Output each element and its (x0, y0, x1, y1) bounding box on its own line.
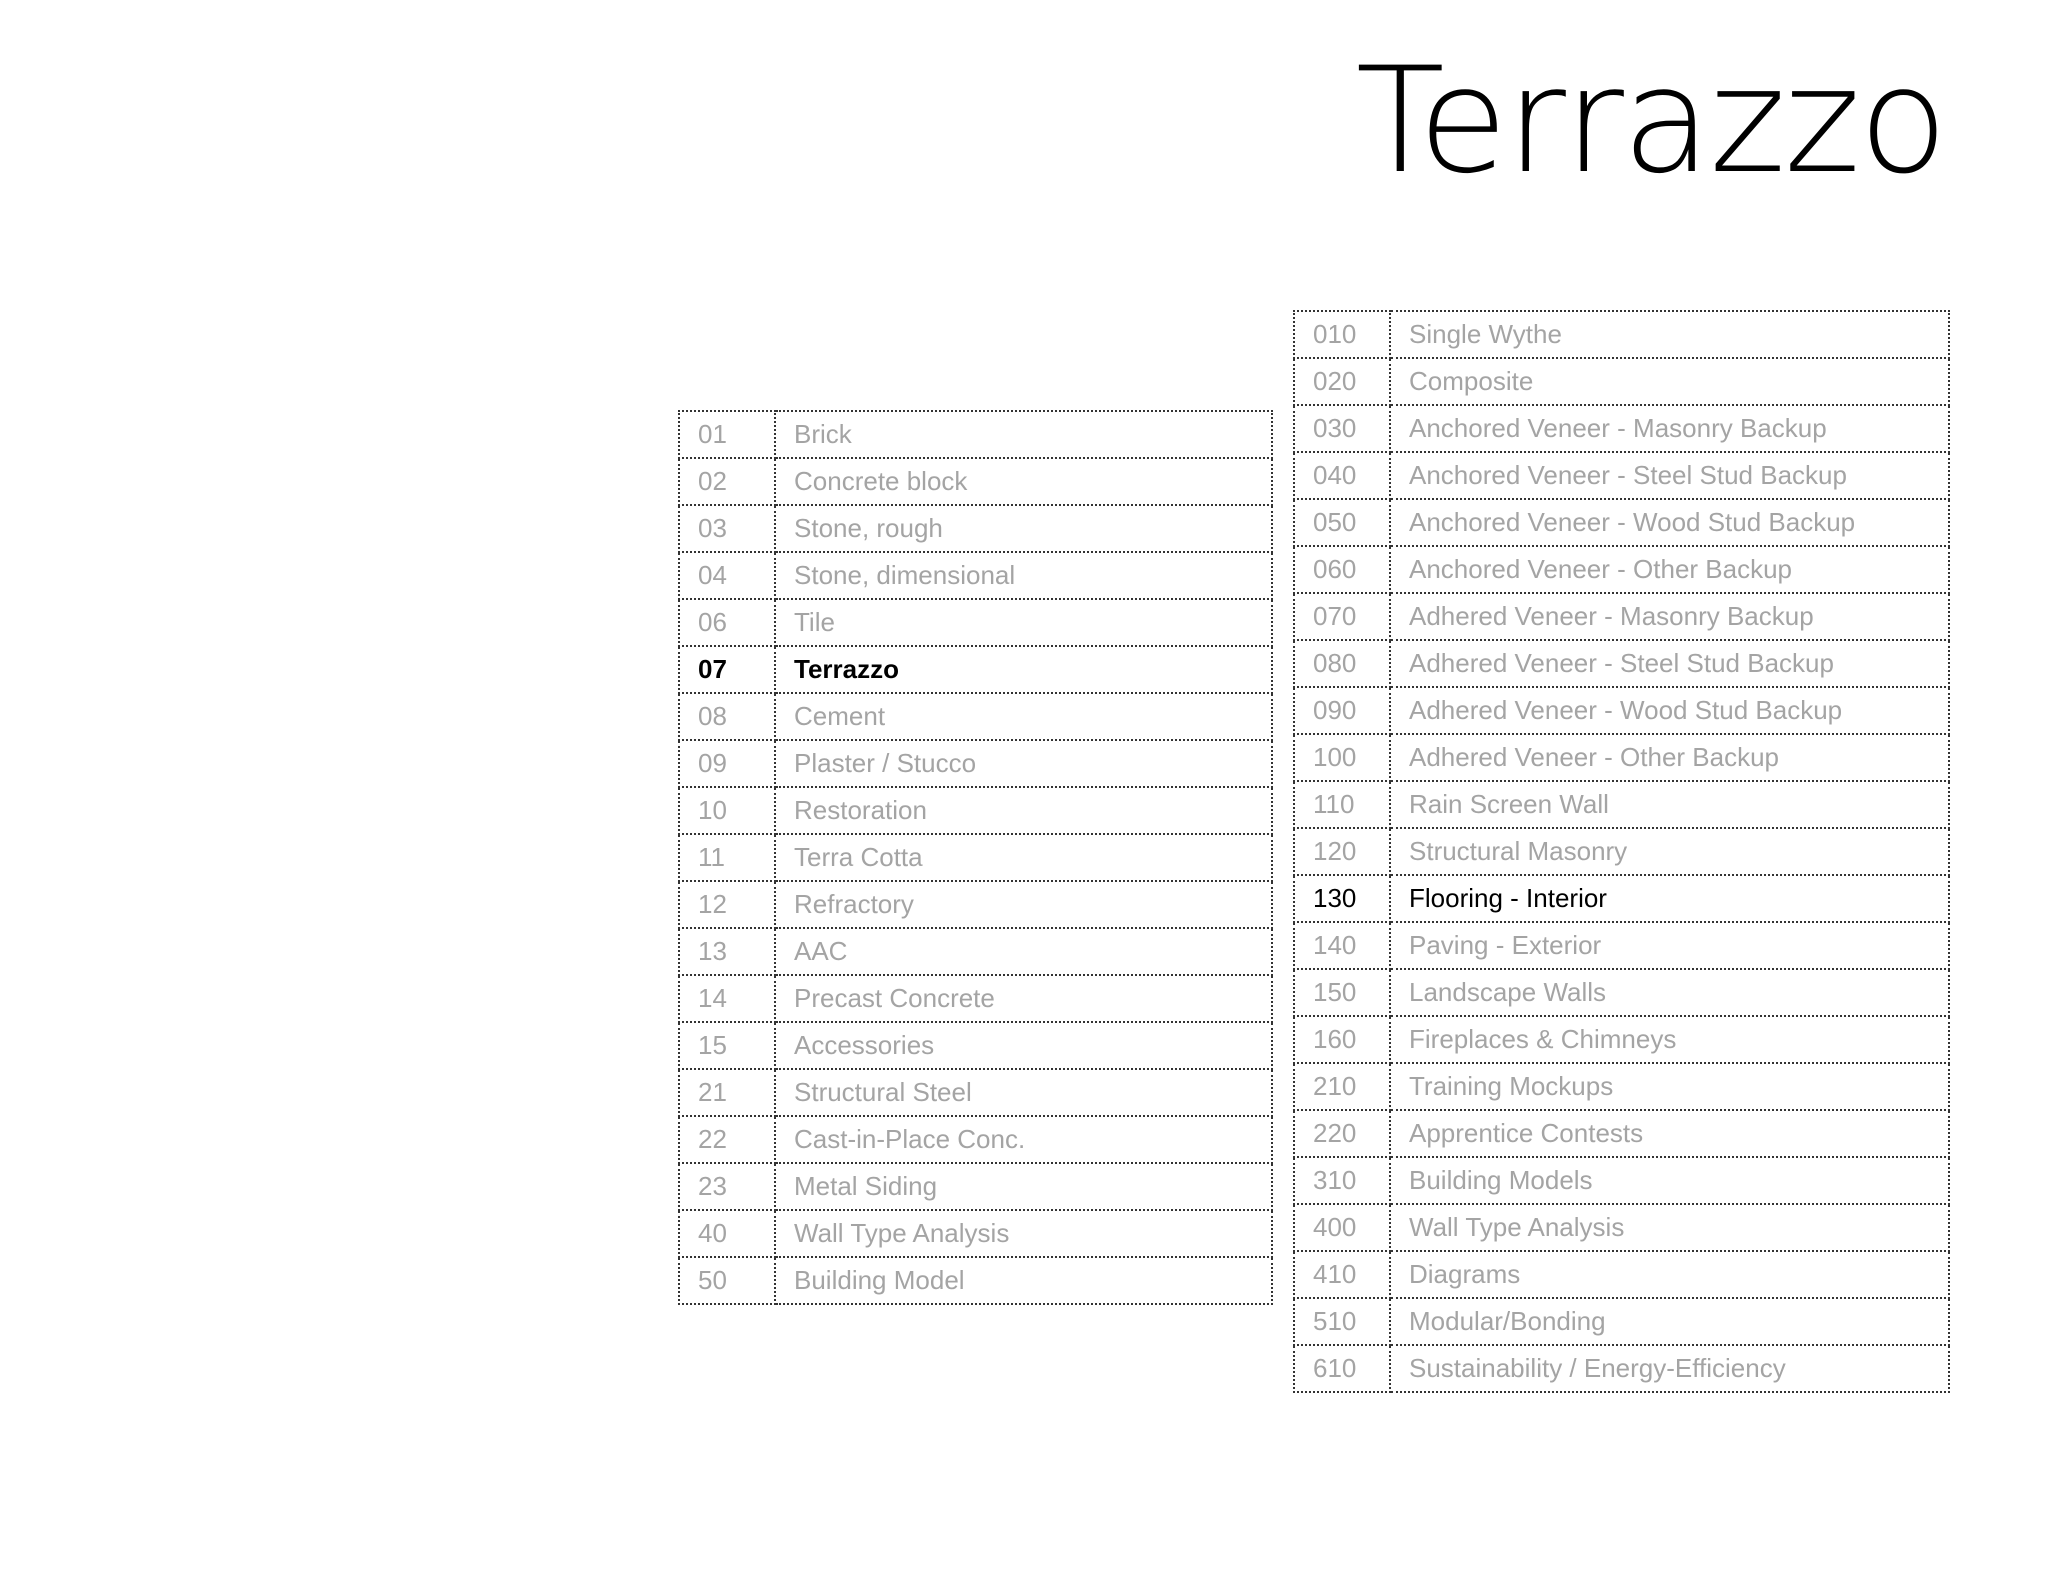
subcategory-row[interactable] (1294, 781, 1949, 828)
subcategory-row-label: Landscape Walls (1390, 969, 1949, 1016)
category-row-label: Terrazzo (775, 646, 1272, 693)
category-row-code: 23 (679, 1163, 775, 1210)
subcategory-row[interactable] (1294, 828, 1949, 875)
category-row[interactable] (679, 975, 1272, 1022)
subcategory-row[interactable] (1294, 499, 1949, 546)
subcategory-row-code: 400 (1294, 1204, 1390, 1251)
subcategory-row-label: Building Models (1390, 1157, 1949, 1204)
category-row[interactable] (679, 740, 1272, 787)
subcategory-row[interactable] (1294, 1204, 1949, 1251)
subcategory-row[interactable] (1294, 452, 1949, 499)
subcategory-row-label: Anchored Veneer - Steel Stud Backup (1390, 452, 1949, 499)
subcategory-row-code: 210 (1294, 1063, 1390, 1110)
subcategory-row[interactable] (1294, 358, 1949, 405)
category-row-code: 09 (679, 740, 775, 787)
subcategory-row[interactable] (1294, 922, 1949, 969)
category-row-code: 40 (679, 1210, 775, 1257)
category-row[interactable] (679, 599, 1272, 646)
subcategory-row-code: 160 (1294, 1016, 1390, 1063)
category-row[interactable] (679, 928, 1272, 975)
subcategory-row-label: Composite (1390, 358, 1949, 405)
subcategory-row[interactable] (1294, 405, 1949, 452)
subcategory-row-code: 610 (1294, 1345, 1390, 1392)
category-row-code: 11 (679, 834, 775, 881)
subcategory-row-code: 220 (1294, 1110, 1390, 1157)
subcategory-row[interactable] (1294, 1298, 1949, 1345)
category-row-label: Stone, dimensional (775, 552, 1272, 599)
category-row-label: Tile (775, 599, 1272, 646)
subcategory-row-label: Single Wythe (1390, 311, 1949, 358)
subcategory-row-code: 040 (1294, 452, 1390, 499)
category-row[interactable] (679, 1257, 1272, 1304)
subcategory-row-label: Anchored Veneer - Masonry Backup (1390, 405, 1949, 452)
category-row-code: 04 (679, 552, 775, 599)
category-row[interactable] (679, 1163, 1272, 1210)
subcategory-row[interactable] (1294, 1157, 1949, 1204)
subcategory-row[interactable] (1294, 687, 1949, 734)
subcategory-row-label: Adhered Veneer - Steel Stud Backup (1390, 640, 1949, 687)
category-row-code: 15 (679, 1022, 775, 1069)
subcategory-row-label: Apprentice Contests (1390, 1110, 1949, 1157)
subcategory-row-label: Wall Type Analysis (1390, 1204, 1949, 1251)
subcategory-table-body (1294, 311, 1949, 1392)
category-row-label: Brick (775, 411, 1272, 458)
category-row-code: 07 (679, 646, 775, 693)
subcategory-row-label: Sustainability / Energy-Efficiency (1390, 1345, 1949, 1392)
category-row-code: 22 (679, 1116, 775, 1163)
subcategory-row[interactable] (1294, 734, 1949, 781)
subcategory-row-code: 090 (1294, 687, 1390, 734)
category-row-label: Metal Siding (775, 1163, 1272, 1210)
subcategory-row-code: 120 (1294, 828, 1390, 875)
subcategory-row-label: Structural Masonry (1390, 828, 1949, 875)
subcategory-table (1293, 310, 1950, 1393)
subcategory-row-code: 410 (1294, 1251, 1390, 1298)
category-row-label: Refractory (775, 881, 1272, 928)
category-row[interactable] (679, 693, 1272, 740)
category-row[interactable] (679, 1116, 1272, 1163)
subcategory-row[interactable] (1294, 1063, 1949, 1110)
category-row[interactable] (679, 1069, 1272, 1116)
category-row-label: AAC (775, 928, 1272, 975)
subcategory-row-label: Diagrams (1390, 1251, 1949, 1298)
subcategory-row-code: 010 (1294, 311, 1390, 358)
category-row[interactable] (679, 787, 1272, 834)
subcategory-row-code: 140 (1294, 922, 1390, 969)
page-title: Terrazzo (1355, 36, 1946, 206)
category-row[interactable] (679, 411, 1272, 458)
category-row[interactable] (679, 1210, 1272, 1257)
subcategory-row-code: 070 (1294, 593, 1390, 640)
category-row-label: Building Model (775, 1257, 1272, 1304)
subcategory-row-label: Anchored Veneer - Wood Stud Backup (1390, 499, 1949, 546)
category-row[interactable] (679, 458, 1272, 505)
category-row-code: 08 (679, 693, 775, 740)
subcategory-row-active[interactable] (1294, 875, 1949, 922)
category-row-label: Cement (775, 693, 1272, 740)
subcategory-row-code: 080 (1294, 640, 1390, 687)
category-row-code: 10 (679, 787, 775, 834)
category-row-code: 14 (679, 975, 775, 1022)
subcategory-row-code: 050 (1294, 499, 1390, 546)
category-row-code: 01 (679, 411, 775, 458)
category-row[interactable] (679, 1022, 1272, 1069)
subcategory-row-label: Rain Screen Wall (1390, 781, 1949, 828)
subcategory-row-label: Anchored Veneer - Other Backup (1390, 546, 1949, 593)
category-row-active[interactable] (679, 646, 1272, 693)
category-row-code: 03 (679, 505, 775, 552)
category-row-code: 50 (679, 1257, 775, 1304)
subcategory-row[interactable] (1294, 1110, 1949, 1157)
subcategory-row[interactable] (1294, 593, 1949, 640)
subcategory-row[interactable] (1294, 640, 1949, 687)
category-row-label: Restoration (775, 787, 1272, 834)
subcategory-row-code: 100 (1294, 734, 1390, 781)
subcategory-row-code: 150 (1294, 969, 1390, 1016)
category-row[interactable] (679, 881, 1272, 928)
category-row[interactable] (679, 552, 1272, 599)
subcategory-row-code: 110 (1294, 781, 1390, 828)
subcategory-row-label: Adhered Veneer - Masonry Backup (1390, 593, 1949, 640)
category-row-code: 13 (679, 928, 775, 975)
subcategory-row-label: Adhered Veneer - Other Backup (1390, 734, 1949, 781)
category-row-code: 06 (679, 599, 775, 646)
subcategory-row-code: 310 (1294, 1157, 1390, 1204)
subcategory-row-code: 020 (1294, 358, 1390, 405)
subcategory-row-code: 030 (1294, 405, 1390, 452)
category-row-code: 21 (679, 1069, 775, 1116)
category-row-label: Precast Concrete (775, 975, 1272, 1022)
category-row-code: 12 (679, 881, 775, 928)
subcategory-row-code: 130 (1294, 875, 1390, 922)
category-row-label: Concrete block (775, 458, 1272, 505)
subcategory-row[interactable] (1294, 1345, 1949, 1392)
subcategory-row[interactable] (1294, 969, 1949, 1016)
subcategory-row-label: Paving - Exterior (1390, 922, 1949, 969)
subcategory-row-label: Training Mockups (1390, 1063, 1949, 1110)
category-row-label: Plaster / Stucco (775, 740, 1272, 787)
category-row-label: Terra Cotta (775, 834, 1272, 881)
category-row-label: Structural Steel (775, 1069, 1272, 1116)
category-row-label: Wall Type Analysis (775, 1210, 1272, 1257)
category-row[interactable] (679, 505, 1272, 552)
category-row[interactable] (679, 834, 1272, 881)
subcategory-row-label: Adhered Veneer - Wood Stud Backup (1390, 687, 1949, 734)
category-row-label: Accessories (775, 1022, 1272, 1069)
category-table-body (679, 411, 1272, 1304)
subcategory-row[interactable] (1294, 311, 1949, 358)
subcategory-row-label: Modular/Bonding (1390, 1298, 1949, 1345)
category-row-label: Stone, rough (775, 505, 1272, 552)
category-row-label: Cast-in-Place Conc. (775, 1116, 1272, 1163)
category-table (678, 410, 1273, 1305)
subcategory-row[interactable] (1294, 1251, 1949, 1298)
category-row-code: 02 (679, 458, 775, 505)
subcategory-row[interactable] (1294, 1016, 1949, 1063)
subcategory-row-code: 510 (1294, 1298, 1390, 1345)
subcategory-row-label: Fireplaces & Chimneys (1390, 1016, 1949, 1063)
subcategory-row-code: 060 (1294, 546, 1390, 593)
subcategory-row[interactable] (1294, 546, 1949, 593)
subcategory-row-label: Flooring - Interior (1390, 875, 1949, 922)
